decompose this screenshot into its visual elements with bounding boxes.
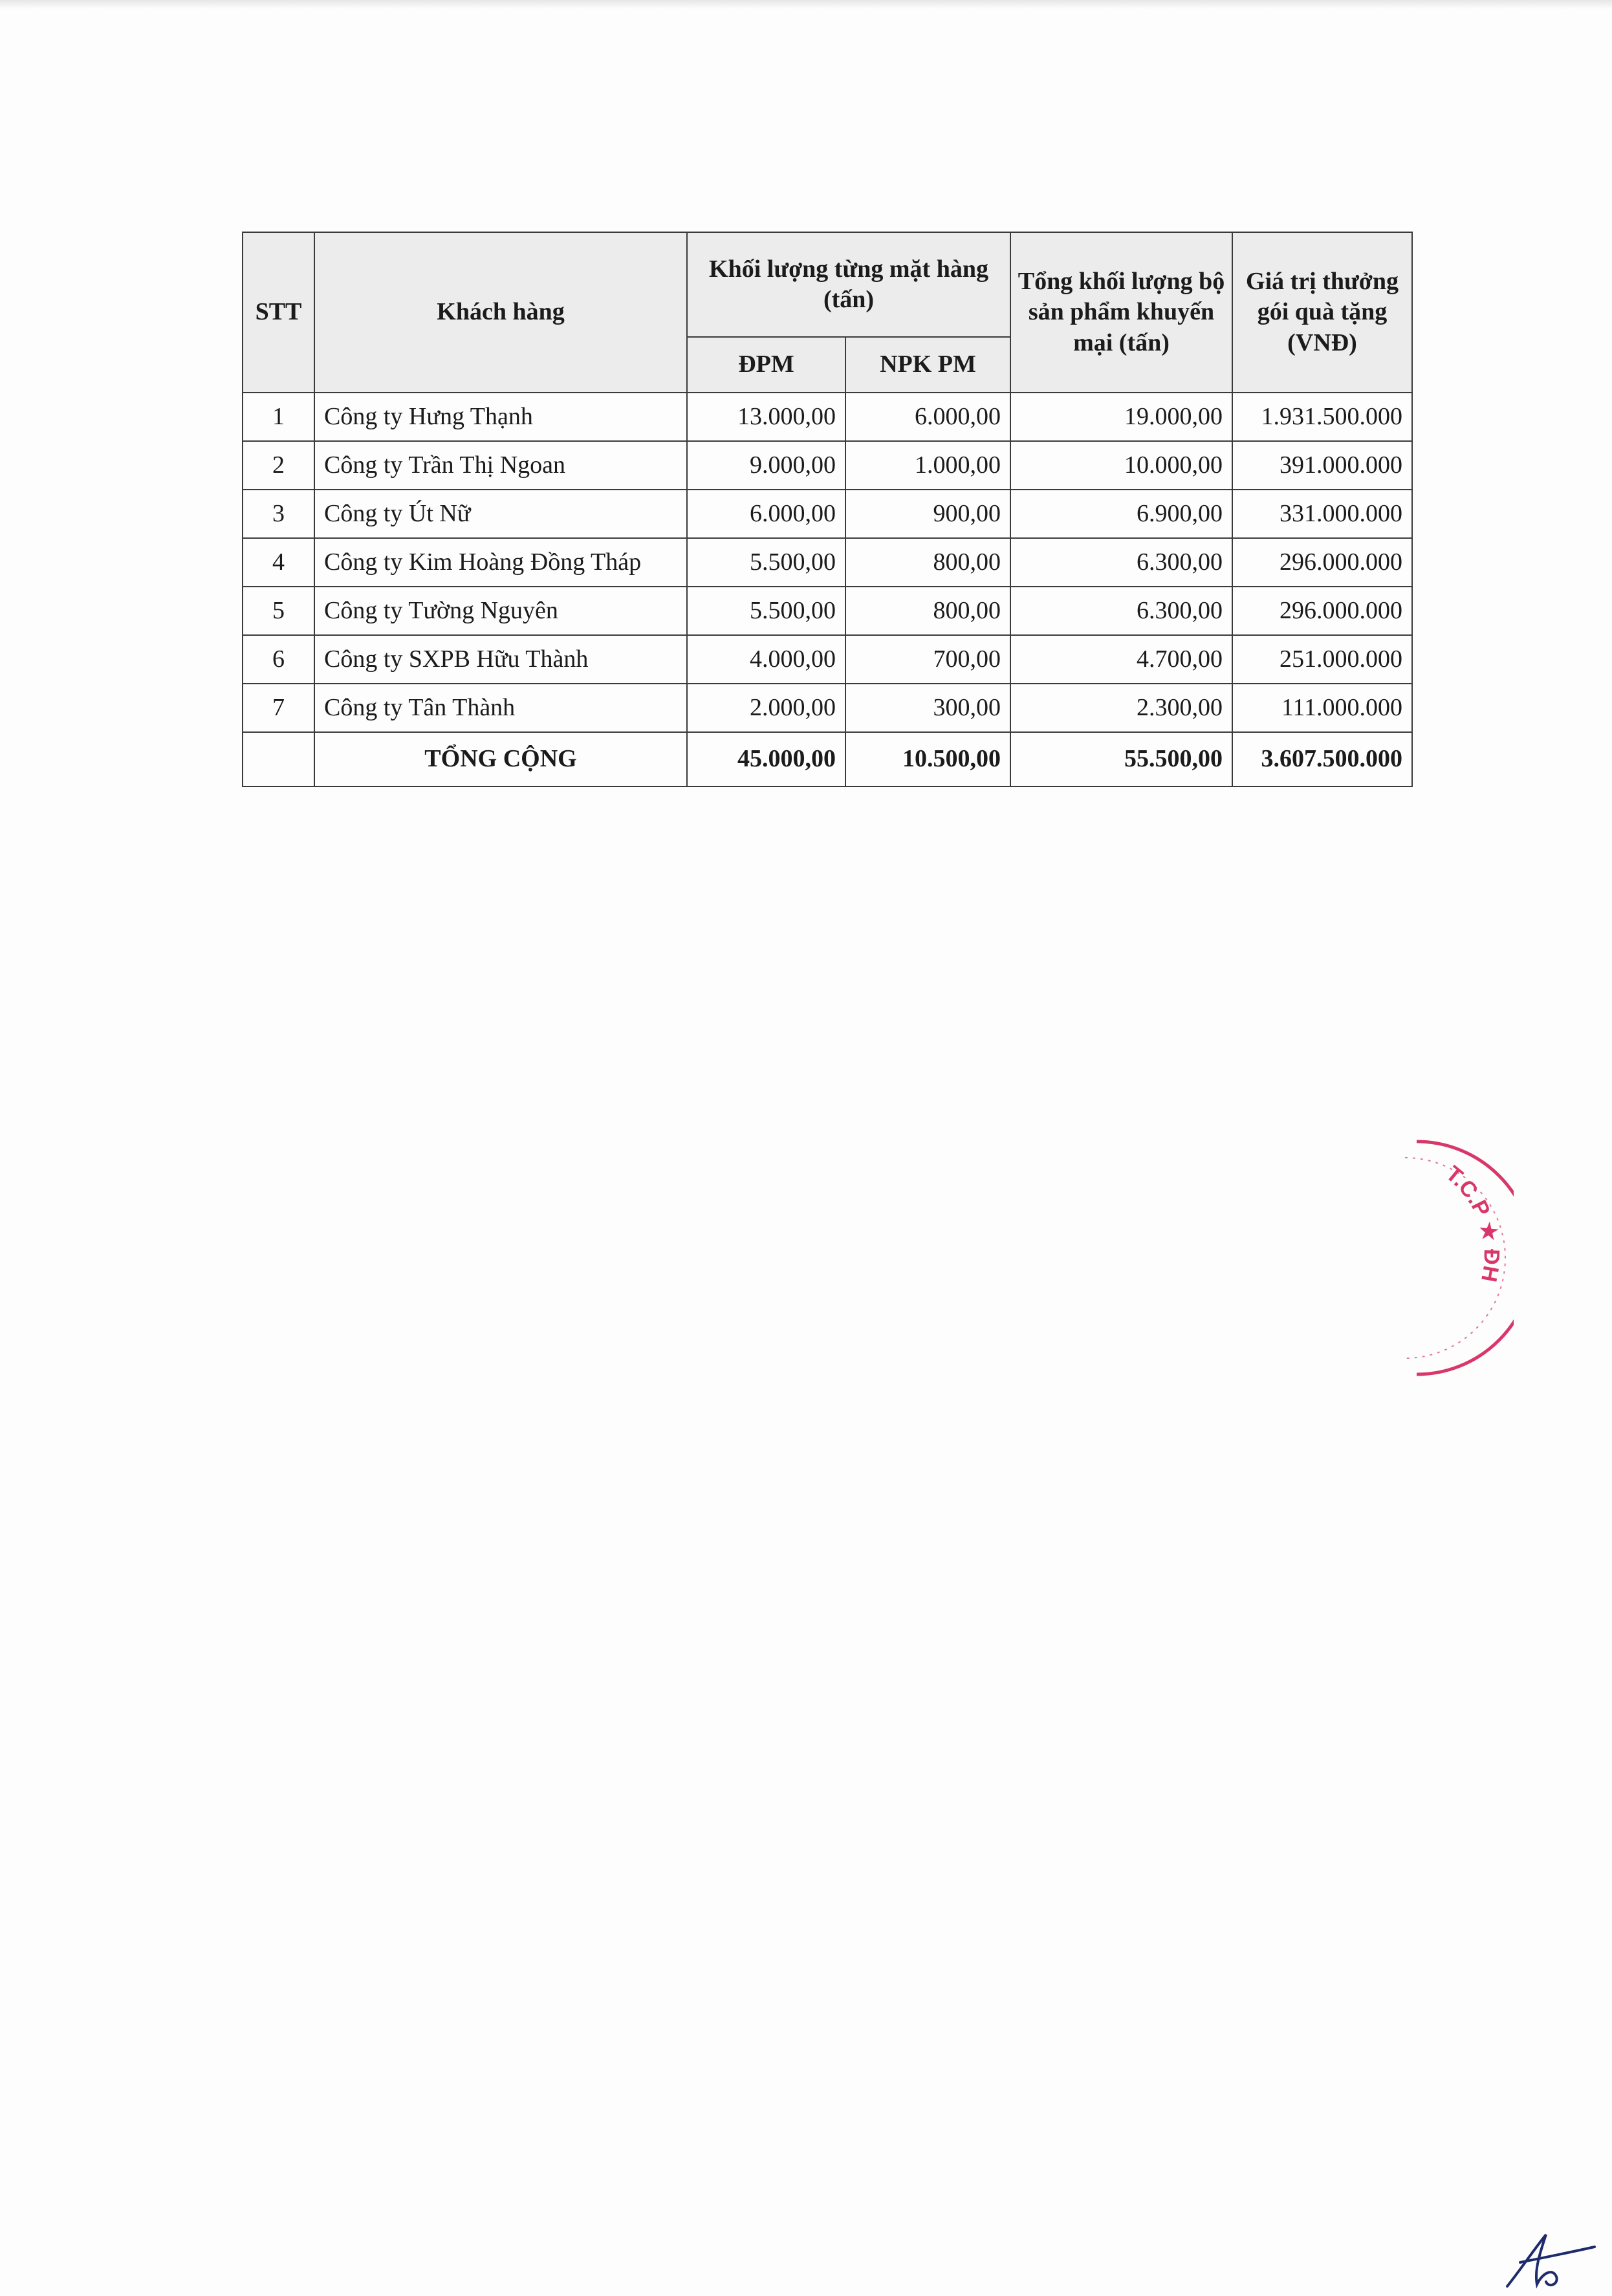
total-volume-cell: 19.000,00: [1010, 393, 1232, 441]
npk-cell: 700,00: [845, 635, 1010, 684]
svg-text:T.C.P ★ ĐH: [1441, 1161, 1504, 1284]
gift-value-cell: 391.000.000: [1232, 441, 1412, 490]
total-volume-cell: 4.700,00: [1010, 635, 1232, 684]
table-row: [243, 490, 1412, 538]
gift-value-cell: 296.000.000: [1232, 587, 1412, 635]
total-volume-cell: 6.300,00: [1010, 538, 1232, 587]
npk-cell: 6.000,00: [845, 393, 1010, 441]
customer-cell: Công ty Tân Thành: [314, 684, 687, 732]
total-volume-sum-cell: 55.500,00: [1010, 732, 1232, 786]
dpm-cell: 4.000,00: [687, 635, 845, 684]
table-row: [243, 684, 1412, 732]
header-customer: Khách hàng: [314, 232, 687, 393]
gift-value-cell: 1.931.500.000: [1232, 393, 1412, 441]
total-volume-cell: 10.000,00: [1010, 441, 1232, 490]
company-stamp-icon: [1391, 1129, 1514, 1387]
dpm-cell: 6.000,00: [687, 490, 845, 538]
customer-cell: Công ty Kim Hoàng Đồng Tháp: [314, 538, 687, 587]
customer-cell: Công ty Tường Nguyên: [314, 587, 687, 635]
table-row: [243, 635, 1412, 684]
dpm-cell: 9.000,00: [687, 441, 845, 490]
table-row: [243, 393, 1412, 441]
total-volume-cell: 2.300,00: [1010, 684, 1232, 732]
stt-cell: 1: [243, 393, 314, 441]
npk-cell: 800,00: [845, 587, 1010, 635]
customer-cell: Công ty Trần Thị Ngoan: [314, 441, 687, 490]
header-stt: STT: [243, 232, 314, 393]
total-volume-cell: 6.300,00: [1010, 587, 1232, 635]
gift-value-cell: 331.000.000: [1232, 490, 1412, 538]
header-npk: NPK PM: [845, 337, 1010, 393]
total-npk-cell: 10.500,00: [845, 732, 1010, 786]
table-row: [243, 538, 1412, 587]
total-gift-value-cell: 3.607.500.000: [1232, 732, 1412, 786]
header-total-volume: Tổng khối lượng bộ sản phẩm khuyến mại (tấn): [1010, 232, 1232, 393]
dpm-cell: 13.000,00: [687, 393, 845, 441]
total-volume-cell: 6.900,00: [1010, 490, 1232, 538]
header-gift-value: Giá trị thưởng gói quà tặng (VNĐ): [1232, 232, 1412, 393]
stamp-text: T.C.P ★ ĐH: [1441, 1161, 1504, 1284]
npk-cell: 900,00: [845, 490, 1010, 538]
header-dpm: ĐPM: [687, 337, 845, 393]
total-stt-cell: [243, 732, 314, 786]
signature-icon: [1494, 2225, 1598, 2296]
total-row: [243, 732, 1412, 786]
customer-cell: Công ty Út Nữ: [314, 490, 687, 538]
stt-cell: 6: [243, 635, 314, 684]
total-dpm-cell: 45.000,00: [687, 732, 845, 786]
total-label: TỔNG CỘNG: [314, 732, 687, 786]
customer-cell: Công ty Hưng Thạnh: [314, 393, 687, 441]
npk-cell: 300,00: [845, 684, 1010, 732]
customer-promotion-table: [242, 232, 1413, 787]
npk-cell: 800,00: [845, 538, 1010, 587]
stt-cell: 7: [243, 684, 314, 732]
npk-cell: 1.000,00: [845, 441, 1010, 490]
gift-value-cell: 251.000.000: [1232, 635, 1412, 684]
stt-cell: 3: [243, 490, 314, 538]
dpm-cell: 2.000,00: [687, 684, 845, 732]
stt-cell: 2: [243, 441, 314, 490]
customer-cell: Công ty SXPB Hữu Thành: [314, 635, 687, 684]
header-row-1: [243, 232, 1412, 337]
header-volume-group: Khối lượng từng mặt hàng (tấn): [687, 232, 1010, 337]
scan-edge: [0, 0, 1612, 9]
gift-value-cell: 296.000.000: [1232, 538, 1412, 587]
dpm-cell: 5.500,00: [687, 587, 845, 635]
gift-value-cell: 111.000.000: [1232, 684, 1412, 732]
stt-cell: 5: [243, 587, 314, 635]
table-row: [243, 587, 1412, 635]
table-row: [243, 441, 1412, 490]
dpm-cell: 5.500,00: [687, 538, 845, 587]
stt-cell: 4: [243, 538, 314, 587]
